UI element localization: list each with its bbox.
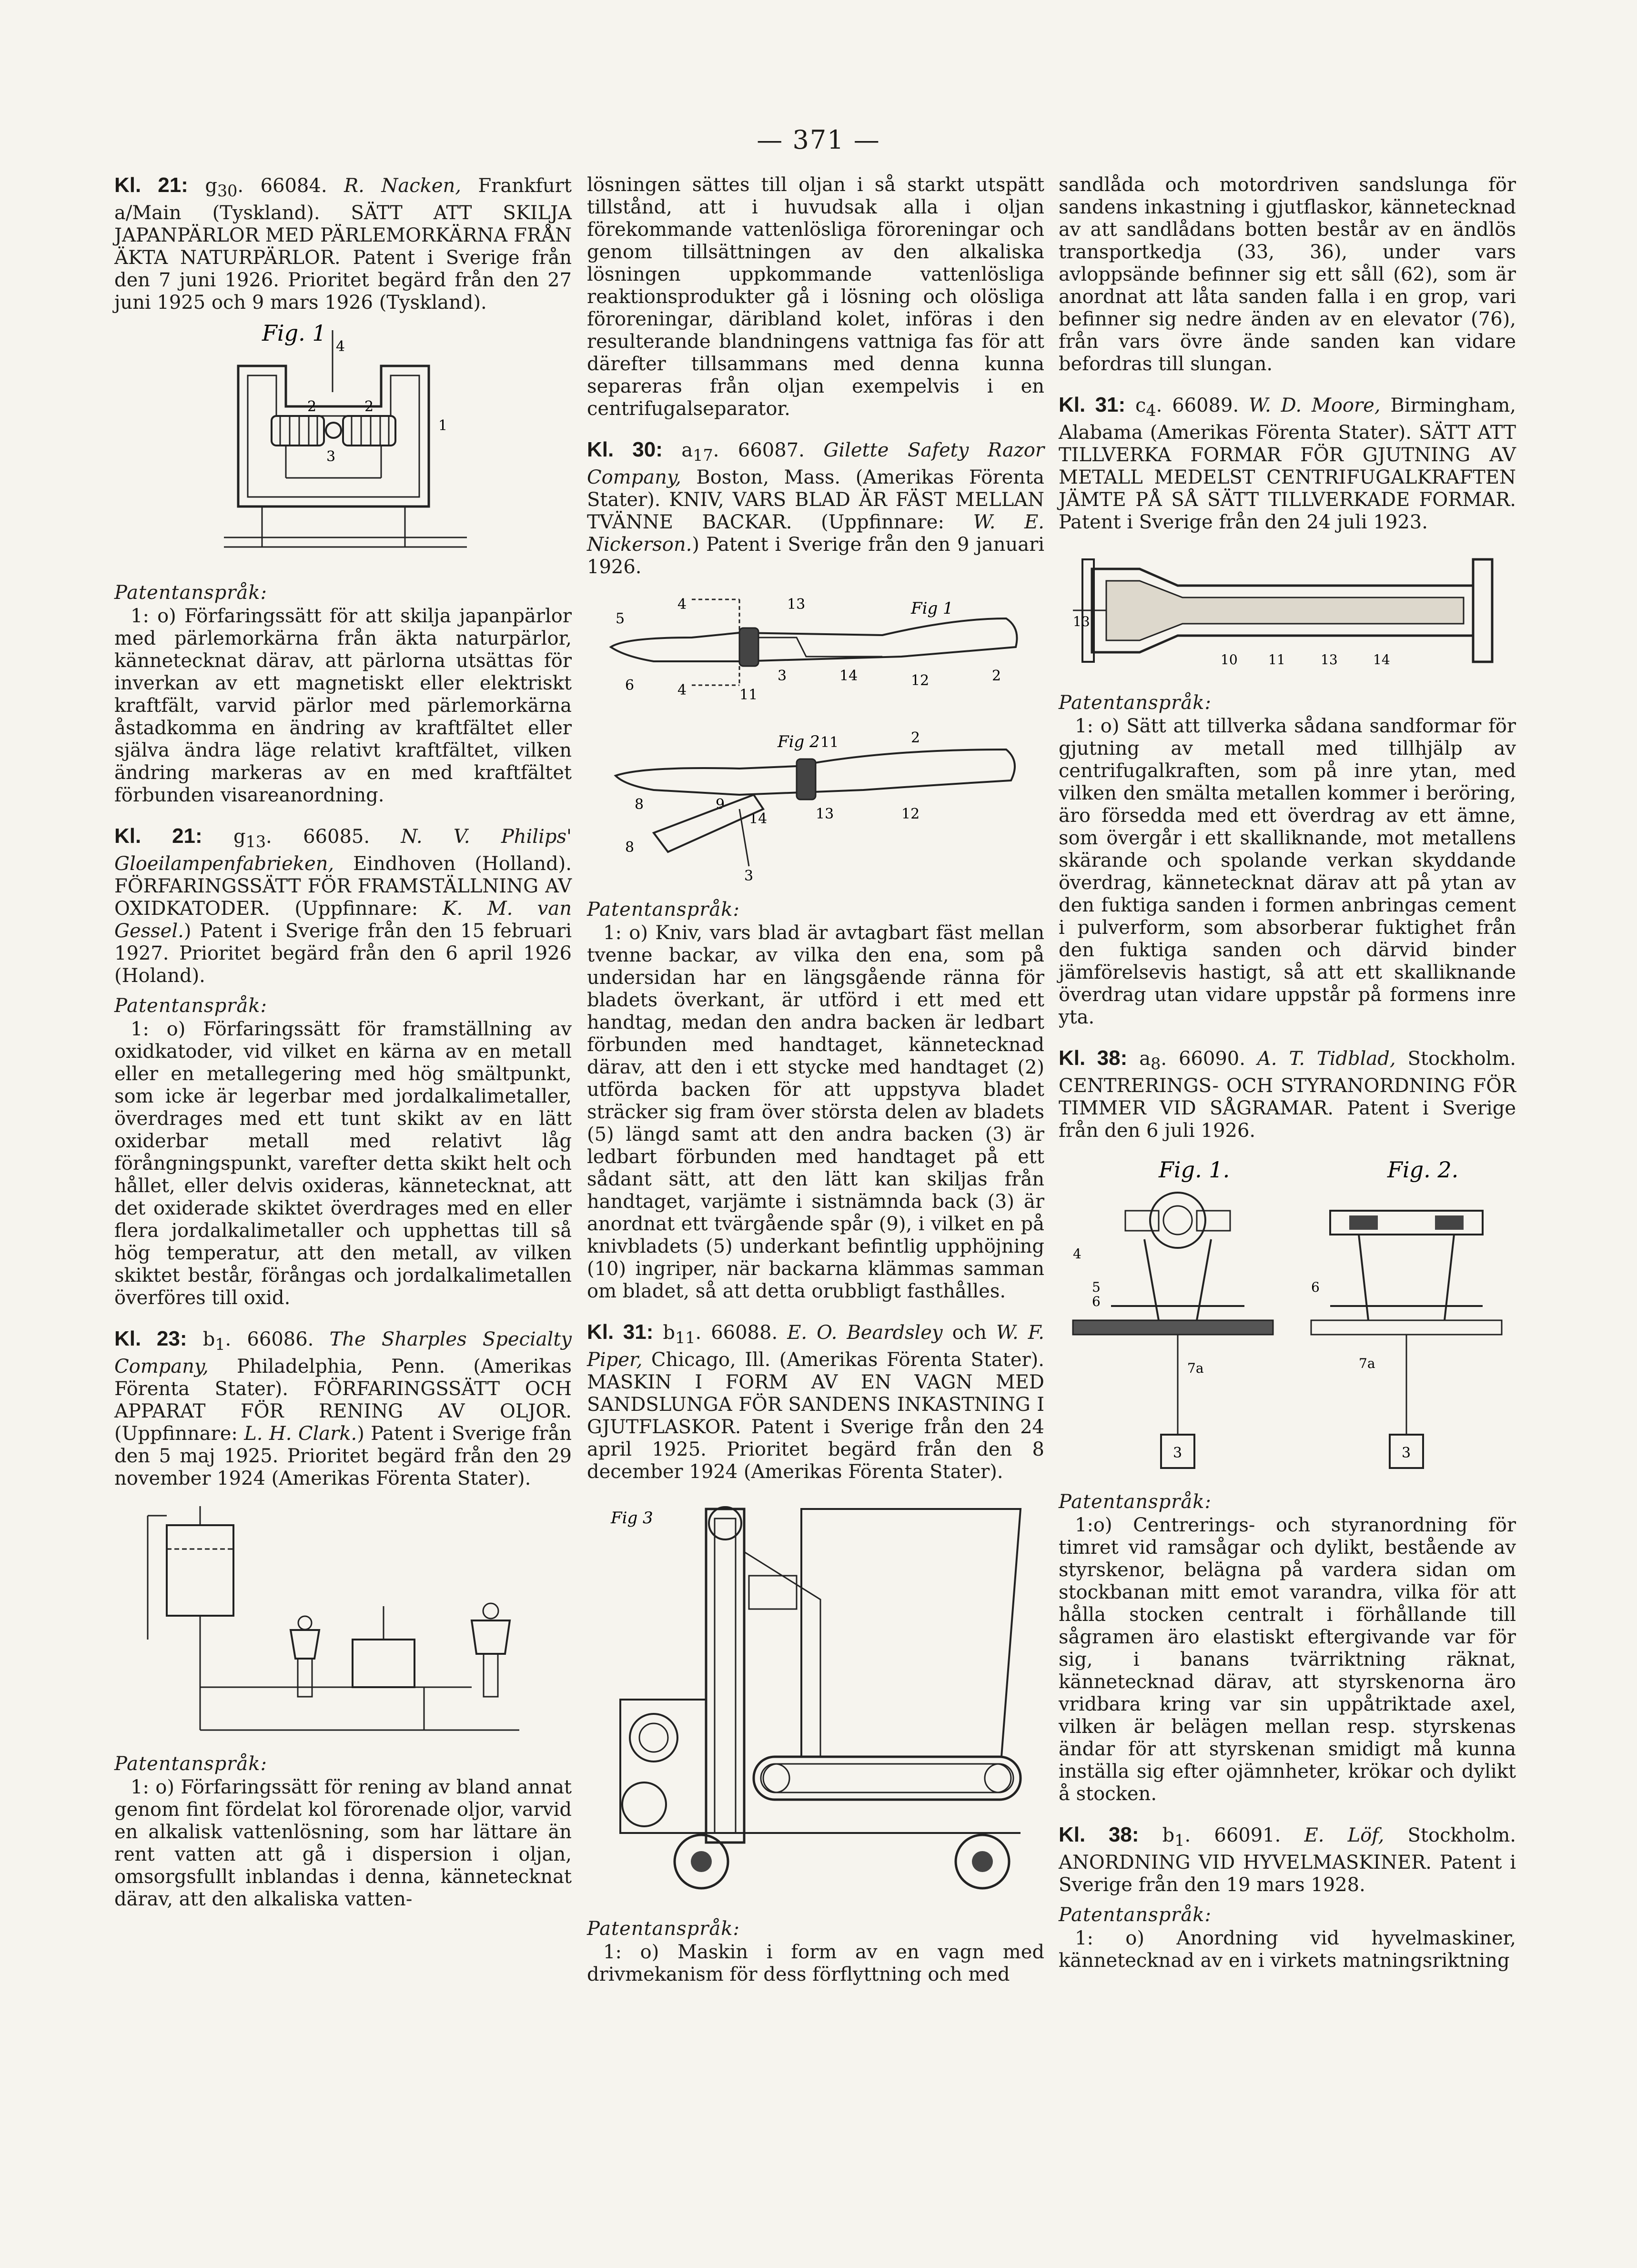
entry-header: Kl. 21: $g_{13}$. 66085. N. V. Philips' Gloeilampenfabrieken, Eindhoven (Holland). FÖRFARINGSSÄTT FÖR FRAMSTÄLLNING AV OXIDKATODER. (Uppfinnare: K. M. van Gessel.) Patent i Sverige från den 15 februari 1927. Prioritet begärd från den 6 april 1926 (Holand). [114, 824, 572, 987]
entry-header: Kl. 30: $a_{17}$. 66087. Gilette Safety Razor Company, Boston, Mass. (Amerikas Förenta Stater). KNIV, VARS BLAD ÄR FÄST MELLAN TVÄNNE BACKAR. (Uppfinnare: W. E. Nickerson.) Patent i Sverige från den 9 januari 1926. [587, 438, 1045, 578]
svg-text:11: 11 [820, 734, 839, 751]
svg-text:3: 3 [1402, 1445, 1411, 1461]
svg-text:4: 4 [677, 596, 687, 613]
continued-claim: lösningen sättes till oljan i så starkt utspätt tillstånd, att i huvudsak alla i oljan förekommande vattenlösliga föroreningar och genom tillsättningen av den alkaliska lösningen uppkommande vattenlösliga reaktionsprodukter gå i lösning och olösliga föroreningar, däribland kolet, införas i den resulterande blandningens vattniga fas för att därefter tillsammans med denna kunna separeras från oljan exempelvis i en centrifugalseparator. [587, 174, 1044, 420]
svg-text:13: 13 [1321, 652, 1338, 668]
claims-heading: Patentanspråk: [1059, 1491, 1212, 1513]
track [754, 1757, 1021, 1800]
figure-oil-apparatus [138, 1497, 548, 1744]
claim-text: 1: o) Anordning vid hyvelmaskiner, kännetecknad av en i virkets matningsriktning [1059, 1927, 1516, 1972]
svg-text:14: 14 [1373, 652, 1390, 668]
claims-heading: Patentanspråk: [587, 899, 740, 921]
svg-text:5: 5 [1092, 1279, 1101, 1295]
figure-knife [596, 585, 1035, 890]
class-label: Kl. 38: [1059, 1046, 1128, 1070]
claim-text: 1: o) Kniv, vars blad är avtagbart fäst mellan tvenne backar, av vilka den ena, som på undersidan har en längsgående ränna för bladets överkant, är utförd i ett med ett handtag, medan den andra backen är ledbart förbunden med handtaget, kännetecknad därav, att den i ett stycke med handtaget (2) utförda backen för att uppstyva bladet sträcker sig fram över största delen av bladets (5) längd samt att den andra backen (3) är ledbart förbunden med handtaget på ett sådant sätt, att den lätt kan skiljas från handtaget, varjämte i sistnämnda back (3) är anordnat ett tvärgående spår (9), i vilket en på knivbladets (5) underkant befintlig upphöjning (10) ingriper, när backarna klämmas samman om bladet, så att detta orubbligt fasthålles. [587, 922, 1044, 1302]
fig-label: Fig. 1. [1159, 1157, 1230, 1183]
claim-text: 1: o) Maskin i form av en vagn med drivmekanism för dess förflyttning och med [587, 1941, 1044, 1985]
svg-text:8: 8 [635, 796, 644, 813]
fig-num-4: 4 [336, 338, 345, 355]
inventor: A. T. Tidblad, [1257, 1048, 1396, 1070]
class-label: Kl. 31: [1059, 393, 1126, 416]
fig-label: Fig 1 [911, 599, 953, 618]
claims-heading: Patentanspråk: [1059, 692, 1212, 714]
elevator [706, 1507, 744, 1843]
claims-heading: Patentanspråk: [114, 1753, 267, 1775]
svg-text:4: 4 [1073, 1246, 1081, 1262]
inventor: The Sharples Specialty Company, [114, 1328, 572, 1377]
svg-text:2: 2 [307, 398, 317, 415]
column-2 [587, 174, 1044, 2004]
svg-text:6: 6 [1311, 1279, 1320, 1295]
continued-claim: sandlåda och motordriven sandslunga för sandens inkastning i gjutflaskor, kännetecknad av att sandlådans botten består av en ändlös transportkedja (33, 36), under vars avloppsände befinner sig ett såll (62), som är anordnat att låta sanden falla i en grop, vari befinner sig nedre änden av en elevator (76), från vars övre ände sanden kan vidare befordras till slungan. [1059, 174, 1516, 375]
entry-header: Kl. 23: $b_1$. 66086. The Sharples Specialty Company, Philadelphia, Penn. (Amerikas Förenta Stater). FÖRFARINGSSÄTT OCH APPARAT FÖR RENING AV OLJOR. (Uppfinnare: L. H. Clark.) Patent i Sverige från den 5 maj 1925. Prioritet begärd från den 29 november 1924 (Amerikas Förenta Stater). [114, 1327, 572, 1489]
column-3 [1059, 174, 1516, 1990]
patent-entry-66089 [1059, 394, 1516, 1029]
svg-text:8: 8 [625, 839, 635, 856]
svg-text:7a: 7a [1187, 1360, 1204, 1376]
claims-heading: Patentanspråk: [587, 1918, 740, 1940]
class-label: Kl. 38: [1059, 1823, 1139, 1846]
svg-text:14: 14 [839, 668, 858, 684]
entry-header: Kl. 21: $g_{30}$. 66084. R. Nacken, Frankfurt a/Main (Tyskland). SÄTT ATT SKILJA JAPANPÄRLOR MED PÄRLEMORKÄRNA FRÅN ÄKTA NATURPÄRLOR. Patent i Sverige från den 7 juni 1926. Prioritet begärd från den 27 juni 1925 och 9 mars 1926 (Tyskland). [114, 173, 572, 314]
patent-entry-66085 [114, 825, 572, 1309]
coil-left [272, 416, 324, 446]
svg-text:2: 2 [364, 398, 374, 415]
claims-heading: Patentanspråk: [1059, 1904, 1212, 1926]
separator-right [472, 1603, 510, 1697]
svg-text:6: 6 [1092, 1294, 1101, 1309]
class-label: Kl. 31: [587, 1320, 654, 1344]
svg-text:3: 3 [778, 668, 787, 684]
tank-middle [353, 1606, 414, 1687]
class-label: Kl. 23: [114, 1327, 187, 1350]
coil-right [343, 416, 395, 446]
svg-text:9: 9 [716, 796, 725, 813]
claim-text: 1: o) Förfaringssätt för framställning av oxidkatoder, vid vilket en kärna av en metall eller en metallegering med hög smältpunkt, som icke är legerbar med jordalkalimetaller, överdrages med ett tunt skikt av en lätt oxiderbar metall med relativt låg förångningspunkt, varefter detta skikt helt och hållet, eller delvis oxideras, kännetecknat, att det oxiderade skiktet överdrages med en eller flera jordalkalimetaller och upphettas till så hög temperatur, att den metall, av vilken skiktet består, förångas och jordalkalimetallen överföres till oxid. [114, 1018, 572, 1309]
fig1-drawing [1073, 1193, 1273, 1468]
claims-heading: Patentanspråk: [114, 995, 267, 1017]
fig-label-2: Fig 2 [778, 732, 820, 751]
patent-entry-66088 [587, 1321, 1044, 1986]
entry-header: Kl. 38: $a_8$. 66090. A. T. Tidblad, Stockholm. CENTRERINGS- OCH STYRANORDNING FÖR TIMMER VID SÅGRAMAR. Patent i Sverige från den 6 juli 1926. [1059, 1046, 1516, 1142]
claim-text: 1: o) Förfaringssätt för att skilja japanpärlor med pärlemorkärna från äkta naturpärlor, kännetecknat därav, att pärlorna utsättas för inverkan av ett magnetiskt eller elektriskt kraftfält, varvid pärlor med pärlemorkärna åstadkomma en ändring av kraftfältet eller själva ändra läge relativt kraftfältet, vilken ändring markeras av en med kraftfältet förbunden visareanordning. [114, 605, 572, 806]
svg-text:13: 13 [816, 806, 834, 822]
fig-label: Fig 3 [611, 1509, 653, 1528]
figure-sawmill-guide [1063, 1149, 1511, 1482]
inventor: N. V. Philips' Gloeilampenfabrieken, [114, 826, 572, 875]
fig2-drawing [1311, 1211, 1502, 1468]
class-label: Kl. 21: [114, 173, 188, 197]
patent-entry-66086 [114, 1327, 572, 1911]
fig-label: Fig. 1 [262, 321, 326, 346]
inventor: E. Löf, [1304, 1824, 1384, 1846]
svg-text:13: 13 [787, 596, 806, 613]
claim-text: 1: o) Förfaringssätt för rening av bland annat genom fint fördelat kol förorenade oljor, varvid en alkalisk vattenlösning, som har lättare än rent vatten att gå i dispersion i oljan, omsorgsfullt inblandas i denna, kännetecknat därav, att den alkaliska vatten- [114, 1776, 572, 1910]
svg-text:7a: 7a [1359, 1356, 1375, 1371]
figure-casting-mold [1063, 540, 1511, 683]
class-label: Kl. 21: [114, 824, 202, 848]
figure-magnet-apparatus [210, 321, 476, 573]
svg-text:5: 5 [616, 610, 625, 627]
svg-text:3: 3 [326, 448, 336, 465]
svg-text:2: 2 [911, 729, 920, 746]
svg-text:10: 10 [1221, 652, 1238, 668]
column-1 [114, 174, 572, 1929]
entry-header: Kl. 31: $b_{11}$. 66088. E. O. Beardsley och W. F. Piper, Chicago, Ill. (Amerikas Förenta Stater). MASKIN I FORM AV EN VAGN MED SANDSLUNGA FÖR SANDENS INKASTNING I GJUTFLASKOR. Patent i Sverige från den 24 april 1925. Prioritet begärd från den 8 december 1924 (Amerikas Förenta Stater). [587, 1320, 1044, 1483]
inventor: W. D. Moore, [1249, 395, 1381, 416]
patent-entry-66084 [114, 174, 572, 807]
claim-text: 1:o) Centrerings- och styranordning för timret vid ramsågar och dylikt, bestående av styrskenor, belägna på vardera sidan om stockbanan mitt emot varandra, vilka för att hålla stocken centralt i förhållande till sågramen äro elastiskt eftergivande var för sig, i banans tvärriktning räknat, kännetecknad därav, att styrskenorna äro vridbara kring var sin uppåtriktade axel, vilken är belägen mellan resp. styrskenas ändar för att styrskenan smidigt må kunna inställa sig efter ojämnheter, krökar och dylikt å stocken. [1059, 1514, 1516, 1805]
inventor: R. Nacken, [344, 175, 462, 197]
svg-text:6: 6 [625, 677, 635, 694]
inventor: Gilette Safety Razor Company, [587, 439, 1045, 488]
svg-text:14: 14 [749, 810, 768, 827]
claims-heading: Patentanspråk: [114, 582, 267, 604]
svg-text:1: 1 [438, 417, 448, 434]
svg-text:12: 12 [911, 672, 930, 689]
svg-text:3: 3 [744, 868, 754, 884]
entry-header: Kl. 38: $b_1$. 66091. E. Löf, Stockholm. ANORDNING VID HYVELMASKINER. Patent i Sverige från den 19 mars 1928. [1059, 1823, 1516, 1896]
svg-text:11: 11 [1268, 652, 1285, 668]
svg-text:12: 12 [901, 806, 920, 822]
inventor: E. O. Beardsley [787, 1322, 943, 1344]
patent-entry-66091 [1059, 1823, 1516, 1972]
page-number: — 371 — [757, 125, 880, 155]
svg-text:2: 2 [992, 668, 1001, 684]
svg-text:11: 11 [739, 687, 758, 703]
patent-entry-66087 [587, 438, 1044, 1303]
svg-text:13: 13 [1073, 614, 1090, 629]
patent-entry-66090 [1059, 1047, 1516, 1805]
claim-text: 1: o) Sätt att tillverka sådana sandformar för gjutning av metall med tillhjälp av centrifugalkraften, som på inre ytan, med vilken den smälta metallen kommer i beröring, äro försedda med ett överdrag av ett ämne, som övergår i ett skalliknande, mot metallens skärande och spolande verkan skyddande överdrag, kännetecknat därav att på ytan av den fuktiga sanden i formen anbringas cement i pulverform, som absorberar fuktighet från den fuktiga sanden och därvid binder jämförelsevis hastigt, så att ett skalliknande överdrag utan vidare uppstår på formens inre yta. [1059, 715, 1516, 1028]
figure-sand-machine [592, 1490, 1040, 1909]
class-label: Kl. 30: [587, 438, 663, 461]
svg-text:4: 4 [677, 682, 687, 699]
entry-header: Kl. 31: $c_4$. 66089. W. D. Moore, Birmingham, Alabama (Amerikas Förenta Stater). SÄTT ATT TILLVERKA FORMAR FÖR GJUTNING AV METALL MEDELST CENTRIFUGALKRAFTEN JÄMTE PÅ SÅ SÄTT TILLVERKADE FORMAR. Patent i Sverige från den 24 juli 1923. [1059, 393, 1516, 533]
svg-text:3: 3 [1173, 1445, 1182, 1461]
separator-left [291, 1616, 319, 1697]
fig-label-2: Fig. 2. [1387, 1157, 1459, 1183]
